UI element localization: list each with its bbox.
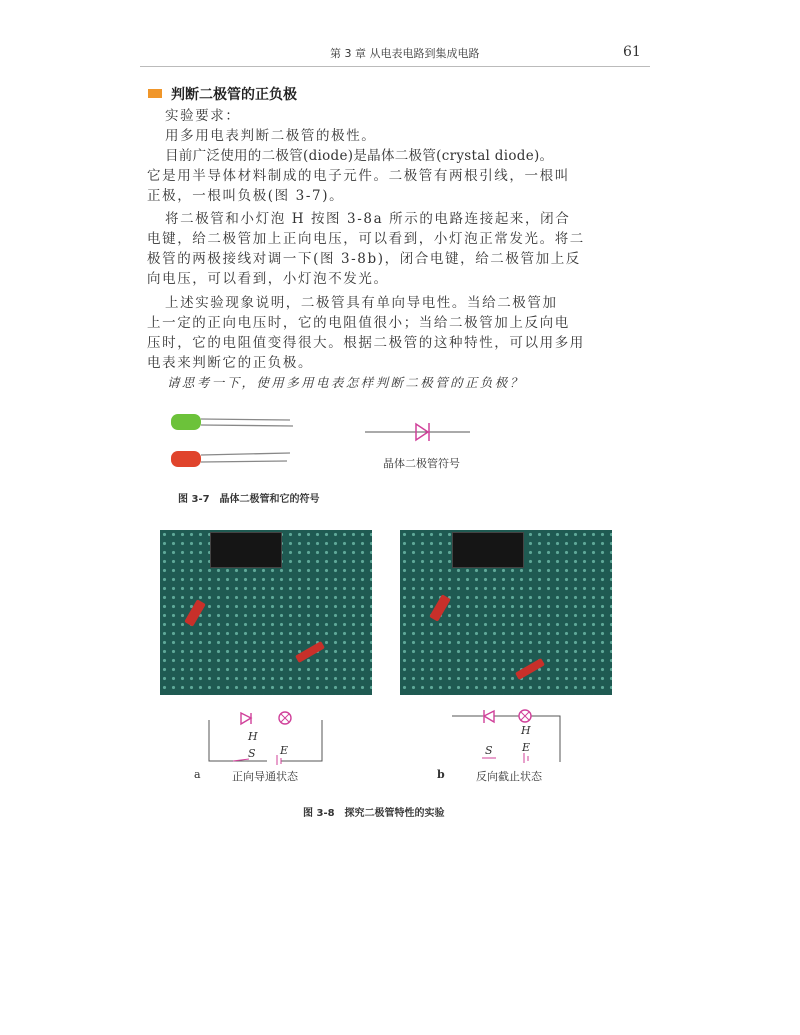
header-rule [140,66,650,67]
diode-symbol-icon [365,420,475,444]
led-photos [165,410,300,470]
battery-label-a: E [280,744,289,757]
question-line: 请思考一下，使用多用电表怎样判断二极管的正负极？ [167,375,525,390]
paragraph-line: 上一定的正向电压时，它的电阻值很小；当给二极管加上反向电 [147,315,570,331]
diode-symbol-label: 晶体二极管符号 [383,457,460,470]
paragraph-line: 电表来判断它的正负极。 [147,355,314,371]
paragraph-line: 目前广泛使用的二极管(diode)是晶体二极管(crystal diode)。 [165,148,554,164]
green-led-image [171,414,293,430]
paragraph-line: 上述实验现象说明，二极管具有单向导电性。当给二极管加 [165,295,558,311]
running-header: 第 3 章 从电表电路到集成电路 [330,47,480,60]
label-b: b [437,768,445,781]
photo-forward-circuit [160,530,372,695]
page-number: 61 [623,44,641,60]
paragraph-line: 压时，它的电阻值变得很大。根据二极管的这种特性，可以用多用 [147,335,585,351]
paragraph-line: 电键，给二极管加上正向电压，可以看到，小灯泡正常发光。将二 [147,231,585,247]
paragraph-line: 用多用电表判断二极管的极性。 [165,128,377,144]
state-label-a: 正向导通状态 [232,770,298,783]
battery-label-b: E [522,741,531,754]
paragraph-line: 正极，一根叫负极(图 3-7)。 [147,188,345,204]
paragraph-line: 极管的两极接线对调一下(图 3-8b)，闭合电键，给二极管加上反 [147,251,581,267]
paragraph-line: 它是用半导体材料制成的电子元件。二极管有两根引线，一根叫 [147,168,570,184]
state-label-b: 反向截止状态 [476,770,542,783]
figure-3-8-caption: 图 3-8 探究二极管特性的实验 [303,808,445,819]
label-a: a [194,768,201,781]
paragraph-line: 向电压，可以看到，小灯泡不发光。 [147,271,389,287]
switch-label-a: S [248,747,256,760]
lamp-label-b: H [521,724,531,737]
lamp-label-a: H [248,730,258,743]
photo-reverse-circuit [400,530,612,695]
section-title: 判断二极管的正负极 [171,87,297,103]
paragraph-line: 实验要求： [165,108,241,124]
figure-3-7-caption: 图 3-7 晶体二极管和它的符号 [178,494,320,505]
paragraph-line: 将二极管和小灯泡 H 按图 3-8a 所示的电路连接起来，闭合 [165,211,571,227]
circuit-diagram-a [205,705,330,765]
switch-label-b: S [485,744,493,757]
circuit-diagram-b [452,707,567,767]
section-heading [148,84,297,104]
red-led-image [171,451,290,467]
section-marker-icon [148,89,162,98]
